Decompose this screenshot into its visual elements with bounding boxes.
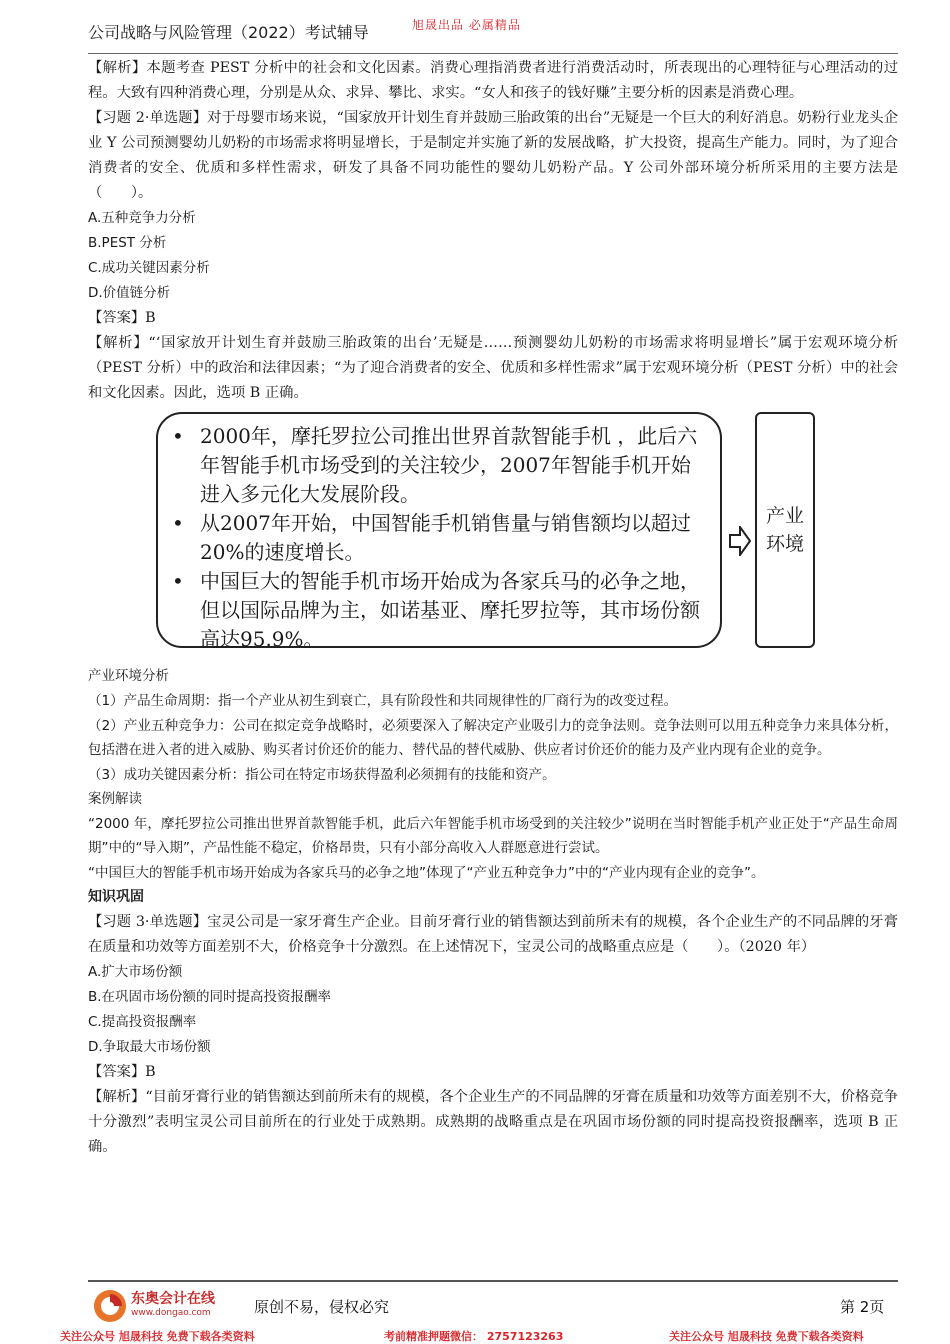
option-c: C.成功关键因素分析 — [88, 260, 210, 276]
point-1: （1）产品生命周期：指一个产业从初生到衰亡，具有阶段性和共同规律性的厂商行为的改变过程。 — [88, 693, 678, 709]
answer: 【答案】B — [88, 1064, 156, 1080]
option-b: B.PEST 分析 — [88, 235, 167, 251]
case-reading-title: 案例解读 — [88, 791, 142, 807]
exercise-2-question: 【习题 2·单选题】对于母婴市场来说，“国家放开计划生育并鼓励三胎政策的出台”无疑是一个巨大的利好消息。奶粉行业龙头企业 Y 公司预测婴幼儿奶粉的市场需求将明显增长，于是制定并实施了新的发展战略，扩大投资，提高生产能力。同时，为了迎合消费者的安全、优质和多样性需求，研发了具备不同功能性的婴幼儿奶粉产品。Y 公司外部环境分析所采用的主要方法是（ ）。 — [88, 110, 898, 201]
box-label-line-1: 产业 — [765, 505, 804, 527]
document-title: 公司战略与风险管理（2022）考试辅导 — [88, 23, 369, 42]
footer-note-right: 关注公众号 旭晟科技 免费下载各类资料 — [669, 1330, 864, 1343]
point-3: （3）成功关键因素分析：指公司在特定市场获得盈利必须拥有的技能和资产。 — [88, 766, 556, 783]
case-item — [168, 509, 704, 567]
bullet-icon: • — [172, 424, 184, 448]
bullet-icon: • — [172, 511, 184, 535]
footer-note-center: 考前精准押题微信： 2757123263 — [384, 1330, 564, 1343]
option-d: D.价值链分析 — [88, 285, 171, 301]
industry-environment-box — [755, 412, 815, 648]
option-d: D.争取最大市场份额 — [88, 1039, 211, 1055]
footer-rule — [88, 1280, 898, 1282]
option-c: C.提高投资报酬率 — [88, 1014, 197, 1030]
case-item — [168, 567, 704, 654]
footer-note-left: 关注公众号 旭晟科技 免费下载各类资料 — [60, 1330, 255, 1343]
option-a: A.扩大市场份额 — [88, 964, 183, 980]
analysis-paragraph: 【解析】本题考查 PEST 分析中的社会和文化因素。消费心理指消费者进行消费活动时，所表现出的心理特征与心理活动的过程。大致有四种消费心理，分别是从众、求异、攀比、求实。“女人和孩子的钱好赚”主要分析的因素是消费心理。 — [88, 60, 898, 101]
page-number: 第 2页 — [840, 1298, 885, 1316]
header-rule — [88, 53, 898, 54]
page-content — [88, 56, 898, 1160]
logo-text: 东奥会计在线 — [131, 1291, 215, 1307]
page-footer — [0, 1280, 950, 1344]
bullet-icon: • — [172, 569, 184, 593]
exercise-3-question: 【习题 3·单选题】宝灵公司是一家牙膏生产企业。目前牙膏行业的销售额达到前所未有的规模，各个企业生产的不同品牌的牙膏在质量和功效等方面差别不大，价格竞争十分激烈。在上述情况下，宝灵公司的战略重点应是（ ）。（2020 年） — [88, 914, 898, 955]
copyright-slogan: 原创不易，侵权必究 — [254, 1298, 390, 1316]
publisher-tag: 旭晟出品 必属精品 — [412, 18, 521, 32]
option-b: B.在巩固市场份额的同时提高投资报酬率 — [88, 989, 332, 1005]
industry-environment-diagram — [88, 412, 898, 664]
case-item — [168, 422, 704, 509]
case-item-text: 中国巨大的智能手机市场开始成为各家兵马的必争之地，但以国际品牌为主，如诺基亚、摩托罗拉等，其市场份额高达95.9%。 — [200, 569, 700, 651]
case-item-text: 2000年，摩托罗拉公司推出世界首款智能手机 ，此后六年智能手机市场受到的关注较少，2007年智能手机开始进入多元化大发展阶段。 — [200, 424, 698, 506]
exercise-3-analysis: 【解析】“目前牙膏行业的销售额达到前所未有的规模，各个企业生产的不同品牌的牙膏在质量和功效等方面差别不大，价格竞争十分激烈”表明宝灵公司目前所在的行业处于成熟期。成熟期的战略重点是在巩固市场份额的同时提高投资报酬率，选项 B 正确。 — [88, 1089, 898, 1155]
case-bubble — [156, 412, 722, 651]
answer: 【答案】B — [88, 310, 156, 326]
section-subtitle: 产业环境分析 — [88, 668, 169, 684]
dongao-logo-icon — [92, 1288, 128, 1324]
exercise-2-analysis: 【解析】“‘国家放开计划生育并鼓励三胎政策的出台’无疑是……预测婴幼儿奶粉的市场需求将明显增长”属于宏观环境分析（PEST 分析）中的政治和法律因素；“为了迎合消费者的安全、优质和多样性需求”属于宏观环境分析（PEST 分析）中的社会和文化因素。因此，选项 B 正确。 — [88, 335, 898, 401]
knowledge-review-title: 知识巩固 — [88, 889, 144, 905]
logo-url: www.dongao.com — [131, 1308, 211, 1318]
case-item-text: 从2007年开始，中国智能手机销售量与销售额均以超过 20%的速度增长。 — [200, 511, 691, 564]
box-label-line-2: 环境 — [765, 533, 804, 555]
case-reading-2: “中国巨大的智能手机市场开始成为各家兵马的必争之地”体现了“产业五种竞争力”中的“产业内现有企业的竞争”。 — [88, 864, 765, 881]
case-reading-1: “2000 年，摩托罗拉公司推出世界首款智能手机，此后六年智能手机市场受到的关注较少”说明在当时智能手机产业正处于“产品生命周期”中的“导入期”，产品性能不稳定，价格昂贵，只有小部分高收入人群愿意进行尝试。 — [88, 815, 898, 856]
right-arrow-icon — [729, 526, 751, 556]
option-a: A.五种竞争力分析 — [88, 210, 196, 226]
page-header — [88, 14, 898, 54]
point-2: （2）产业五种竞争力：公司在拟定竞争战略时，必须要深入了解决定产业吸引力的竞争法则。竞争法则可以用五种竞争力来具体分析，包括潜在进入者的进入威胁、购买者讨价还价的能力、替代品的替代威胁、供应者讨价还价的能力及产业内现有企业的竞争。 — [88, 717, 898, 758]
